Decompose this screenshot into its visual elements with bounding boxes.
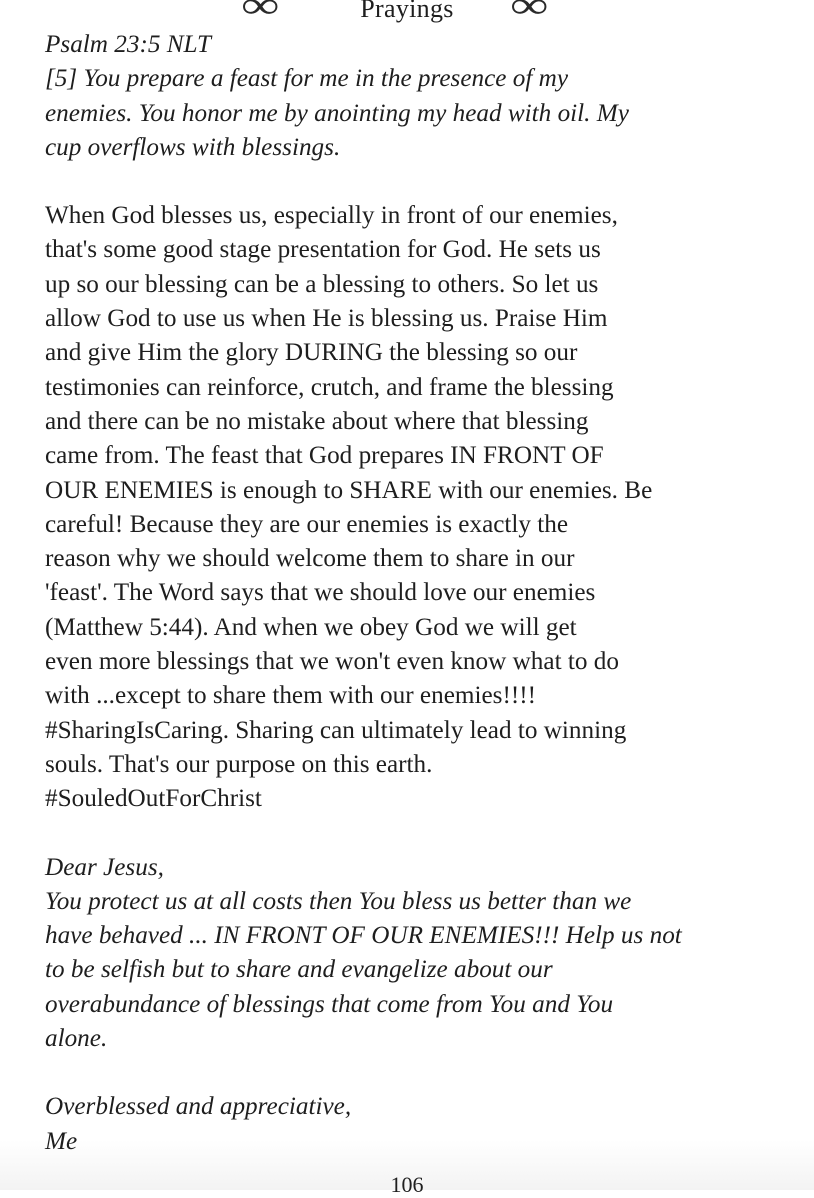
devotional-line: reason why we should welcome them to share in our — [45, 545, 575, 573]
devotional-line: and there can be no mistake about where that blessing — [45, 407, 589, 435]
devotional-line: even more blessings that we won't even know what to do — [45, 648, 619, 676]
prayer-signature: Me — [45, 1127, 78, 1155]
prayer-line: have behaved ... IN FRONT OF OUR ENEMIES!!! Help us not — [45, 922, 682, 950]
page-number: 106 — [390, 1172, 424, 1197]
prayer-closing-block — [45, 1090, 775, 1159]
paragraph-gap — [45, 817, 775, 851]
devotional-line: careful! Because they are our enemies is exactly the — [45, 510, 569, 538]
prayer-line: alone. — [45, 1025, 108, 1053]
prayer-line: overabundance of blessings that come from You and You — [45, 990, 614, 1018]
hashtag-line: #SouledOutForChrist — [45, 785, 262, 813]
paragraph-gap — [45, 165, 775, 199]
prayer-closing: Overblessed and appreciative, — [45, 1093, 352, 1121]
scripture-line: [5] You prepare a feast for me in the presence of my — [45, 65, 569, 93]
devotional-line: souls. That's our purpose on this earth. — [45, 750, 433, 778]
scripture-line: cup overflows with blessings. — [45, 133, 341, 161]
running-header — [0, 0, 814, 24]
devotional-line: came from. The feast that God prepares IN FRONT OF — [45, 442, 604, 470]
devotional-line: with ...except to share them with our enemies!!!! — [45, 682, 536, 710]
devotional-line: 'feast'. The Word says that we should love our enemies — [45, 579, 596, 607]
devotional-line: up so our blessing can be a blessing to others. So let us — [45, 270, 599, 298]
devotional-line: When God blesses us, especially in front of our enemies, — [45, 202, 618, 230]
infinity-ornament-icon: ∞ — [241, 0, 280, 26]
devotional-line: that's some good stage presentation for God. He sets us — [45, 236, 601, 264]
prayer-line: to be selfish but to share and evangelize about our — [45, 956, 553, 984]
prayer-line: You protect us at all costs then You bless us better than we — [45, 887, 632, 915]
devotional-line: allow God to use us when He is blessing us. Praise Him — [45, 305, 608, 333]
devotional-paragraph — [45, 199, 775, 816]
chapter-title: Prayings — [360, 0, 454, 23]
scripture-reference: Psalm 23:5 NLT — [45, 31, 212, 58]
devotional-line: and give Him the glory DURING the blessing so our — [45, 339, 578, 367]
prayer-block — [45, 851, 775, 1057]
scripture-line: enemies. You honor me by anointing my head with oil. My — [45, 99, 629, 127]
devotional-line: OUR ENEMIES is enough to SHARE with our enemies. Be — [45, 476, 653, 504]
paragraph-gap — [45, 1056, 775, 1090]
devotional-line: #SharingIsCaring. Sharing can ultimately lead to winning — [45, 716, 627, 744]
devotional-line: (Matthew 5:44). And when we obey God we will get — [45, 613, 577, 641]
devotional-line: testimonies can reinforce, crutch, and frame the blessing — [45, 373, 614, 401]
prayer-salutation: Dear Jesus, — [45, 853, 164, 881]
scripture-block — [45, 28, 775, 165]
infinity-ornament-icon: ∞ — [510, 0, 549, 26]
page-content — [45, 28, 775, 1159]
